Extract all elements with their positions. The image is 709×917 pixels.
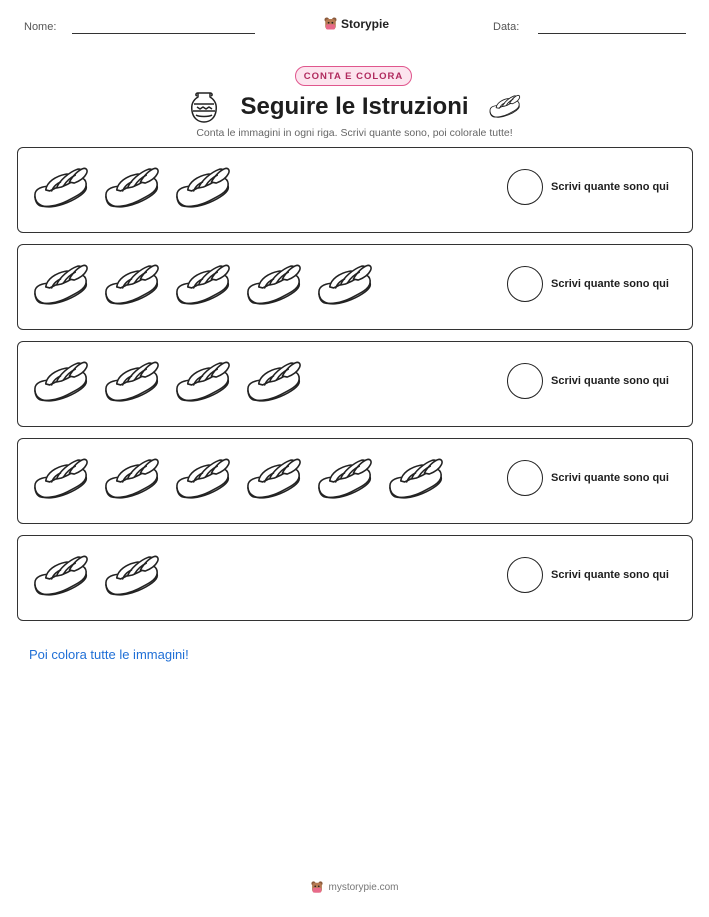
- answer-circle[interactable]: [507, 557, 543, 593]
- sandal-icon: [30, 356, 89, 406]
- sandal-group: [30, 550, 160, 600]
- answer-circle[interactable]: [507, 363, 543, 399]
- answer-circle[interactable]: [507, 169, 543, 205]
- date-line[interactable]: [538, 33, 686, 34]
- brand-logo: [323, 16, 389, 31]
- sandal-icon: [243, 259, 302, 309]
- instructions: Conta le immagini in ogni riga. Scrivi quante sono, poi colorale tutte!: [196, 127, 513, 139]
- answer-prompt: Scrivi quante sono qui: [551, 569, 669, 581]
- sandal-icon: [101, 356, 160, 406]
- category-badge: CONTA E COLORA: [295, 66, 412, 86]
- sandal-icon: [101, 259, 160, 309]
- brand-name: Storypie: [341, 16, 390, 31]
- sandal-icon: [172, 453, 231, 503]
- sandal-icon: [30, 453, 89, 503]
- sandal-icon: [30, 162, 89, 212]
- sandal-icon: [314, 259, 373, 309]
- counting-rows: [17, 147, 693, 632]
- footer: [0, 880, 709, 894]
- sandal-icon: [243, 356, 302, 406]
- sandal-icon: [30, 550, 89, 600]
- bear-icon: [323, 16, 338, 31]
- sandal-icon: [172, 259, 231, 309]
- footer-note: Poi colora tutte le immagini!: [29, 647, 189, 662]
- answer-prompt: Scrivi quante sono qui: [551, 375, 669, 387]
- sandal-icon: [172, 356, 231, 406]
- answer-circle[interactable]: [507, 460, 543, 496]
- sandal-icon: [243, 453, 302, 503]
- sandal-icon: [314, 453, 373, 503]
- sandal-icon: [487, 92, 521, 120]
- counting-row: [17, 438, 693, 524]
- name-line[interactable]: [72, 33, 255, 34]
- page-title: Seguire le Istruzioni: [240, 93, 469, 120]
- counting-row: [17, 535, 693, 621]
- sandal-group: [30, 162, 231, 212]
- sandal-icon: [101, 550, 160, 600]
- sandal-group: [30, 356, 302, 406]
- answer-prompt: Scrivi quante sono qui: [551, 472, 669, 484]
- answer-prompt: Scrivi quante sono qui: [551, 181, 669, 193]
- title-row: [0, 90, 709, 124]
- sandal-group: [30, 259, 373, 309]
- counting-row: [17, 147, 693, 233]
- answer-circle[interactable]: [507, 266, 543, 302]
- footer-url: mystorypie.com: [328, 881, 399, 893]
- counting-row: [17, 341, 693, 427]
- sandal-icon: [172, 162, 231, 212]
- worksheet-header: [0, 16, 709, 44]
- answer-prompt: Scrivi quante sono qui: [551, 278, 669, 290]
- date-label: Data:: [493, 21, 520, 33]
- counting-row: [17, 244, 693, 330]
- sandal-group: [30, 453, 444, 503]
- sandal-icon: [385, 453, 444, 503]
- name-label: Nome:: [24, 21, 57, 33]
- bear-icon: [310, 880, 324, 894]
- sandal-icon: [30, 259, 89, 309]
- sandal-icon: [101, 162, 160, 212]
- sandal-icon: [101, 453, 160, 503]
